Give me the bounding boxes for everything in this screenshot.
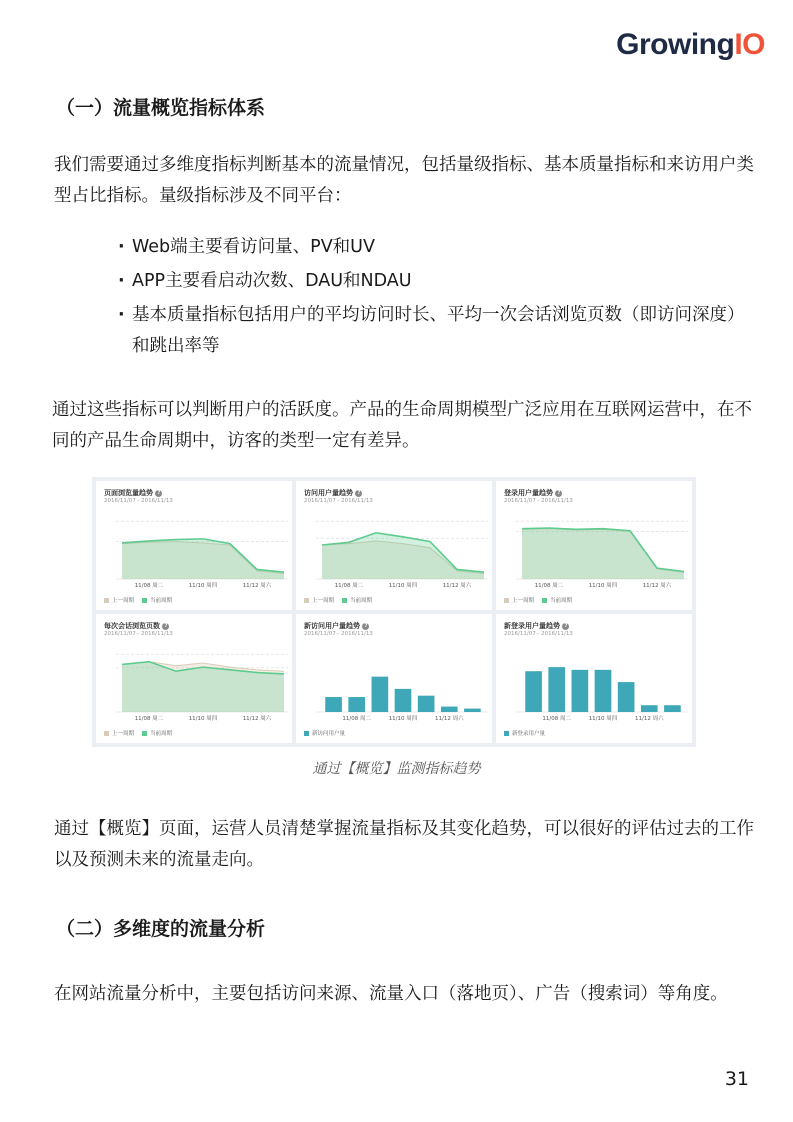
bullet-item: · Web端主要看访问量、PV和UV [118,232,748,263]
x-tick-label: 11/12 周六 [434,716,464,722]
chart-panel [496,614,692,743]
help-icon[interactable]: ? [162,623,169,630]
help-icon[interactable]: ? [555,490,562,497]
legend-item[interactable] [542,596,572,604]
legend-item[interactable] [142,596,172,604]
page-number: 31 [724,1068,749,1090]
x-tick-label: 11/10 周四 [388,583,418,589]
legend-item[interactable] [504,596,534,604]
legend-label: 当前周期 [150,731,173,737]
chart-date-range: 2016/11/07 - 2016/11/13 [104,631,173,637]
legend-swatch [304,731,309,736]
legend-swatch [542,598,547,603]
bar [572,670,589,712]
bar [525,671,542,712]
intro-paragraph: 我们需要通过多维度指标判断基本的流量情况，包括量级指标、基本质量指标和来访用户类型占比指标。量级指标涉及不同平台： [54,155,754,206]
x-tick-label: 11/10 周四 [388,716,418,722]
legend-label: 当前周期 [350,598,373,604]
chart-date-range: 2016/11/07 - 2016/11/13 [304,498,373,504]
chart-legend [304,729,345,737]
bar [395,689,412,712]
chart-canvas [96,481,290,608]
x-tick-label: 11/12 周六 [242,716,272,722]
x-tick-label: 11/10 周四 [188,583,218,589]
legend-label: 当前周期 [550,598,573,604]
chart-panel [296,481,492,610]
logo-text-accent: IO [734,28,765,61]
chart-date-range: 2016/11/07 - 2016/11/13 [504,631,573,637]
chart-panel [96,481,292,610]
help-icon[interactable]: ? [562,623,569,630]
lifecycle-paragraph: 通过这些指标可以判断用户的活跃度。产品的生命周期模型广泛应用在互联网运营中，在不同的产品生命周期中，访客的类型一定有差异。 [52,400,752,451]
x-tick-label: 11/10 周四 [588,716,618,722]
x-tick-label: 11/12 周六 [642,583,672,589]
legend-label: 上一周期 [112,598,135,604]
legend-item[interactable] [504,729,545,737]
legend-swatch [104,598,109,603]
legend-swatch [304,598,309,603]
legend-swatch [142,731,147,736]
bullet-item: · 基本质量指标包括用户的平均访问时长、平均一次会话浏览页数（即访问深度）和跳出率等 [118,300,748,362]
bar [618,682,635,712]
bar [595,670,612,712]
series-area [522,528,684,579]
chart-title: 新访问用户量趋势 ? [304,621,369,631]
chart-legend [304,596,372,604]
x-tick-label: 11/10 周四 [588,583,618,589]
legend-label: 新访问用户量 [312,731,346,737]
x-tick-label: 11/12 周六 [442,583,472,589]
chart-canvas [496,614,690,741]
chart-title: 页面浏览量趋势 ? [104,488,162,498]
chart-canvas [496,481,690,608]
chart-legend [104,729,172,737]
help-icon[interactable]: ? [362,623,369,630]
legend-swatch [504,598,509,603]
chart-legend [504,596,572,604]
growingio-logo [616,30,765,60]
series-area [122,539,284,579]
bar [418,696,435,712]
chart-title: 登录用户量趋势 ? [504,488,562,498]
x-tick-label: 11/08 周二 [542,716,572,722]
x-tick-label: 11/08 周二 [534,583,564,589]
chart-legend [504,729,545,737]
chart-legend [104,596,172,604]
legend-item[interactable] [304,729,345,737]
traffic-analysis-paragraph: 在网站流量分析中，主要包括访问来源、流量入口（落地页）、广告（搜索词）等角度。 [54,984,728,1004]
chart-panel [296,614,492,743]
legend-swatch [104,731,109,736]
logo-text: Growing [616,28,735,61]
legend-item[interactable] [304,596,334,604]
legend-item[interactable] [342,596,372,604]
overview-paragraph: 通过【概览】页面，运营人员清楚掌握流量指标及其变化趋势，可以很好的评估过去的工作以及预测未来的流量走向。 [54,819,754,870]
bar [641,705,658,712]
legend-item[interactable] [104,729,134,737]
legend-item[interactable] [142,729,172,737]
help-icon[interactable]: ? [155,490,162,497]
chart-title: 新登录用户量趋势 ? [504,621,569,631]
chart-canvas [296,614,490,741]
chart-canvas [96,614,290,741]
x-tick-label: 11/08 周二 [134,583,164,589]
figure-caption: 通过【概览】监测指标趋势 [312,761,481,777]
overview-dashboard-figure [92,477,696,747]
legend-label: 上一周期 [512,598,535,604]
legend-label: 当前周期 [150,598,173,604]
chart-panel [96,614,292,743]
x-tick-label: 11/12 周六 [242,583,272,589]
chart-date-range: 2016/11/07 - 2016/11/13 [104,498,173,504]
x-tick-label: 11/08 周二 [134,716,164,722]
bar [372,677,389,712]
chart-title: 访问用户量趋势 ? [304,488,362,498]
chart-title: 每次会话浏览页数 ? [104,621,169,631]
chart-canvas [296,481,490,608]
x-tick-label: 11/12 周六 [634,716,664,722]
bullet-item: · APP主要看启动次数、DAU和NDAU [118,266,748,297]
bar [441,707,458,712]
x-tick-label: 11/10 周四 [188,716,218,722]
chart-panel [496,481,692,610]
chart-date-range: 2016/11/07 - 2016/11/13 [504,498,573,504]
help-icon[interactable]: ? [355,490,362,497]
legend-swatch [504,731,509,736]
legend-label: 上一周期 [112,731,135,737]
bar [548,667,565,712]
chart-date-range: 2016/11/07 - 2016/11/13 [304,631,373,637]
bar [664,705,681,712]
bar [325,697,342,712]
legend-swatch [142,598,147,603]
section-heading-2: （二）多维度的流量分析 [56,918,266,940]
x-tick-label: 11/08 周二 [342,716,372,722]
legend-label: 新登录用户量 [512,731,546,737]
bar [348,697,365,712]
section-heading-1: （一）流量概览指标体系 [56,97,266,119]
legend-item[interactable] [104,596,134,604]
legend-swatch [342,598,347,603]
x-tick-label: 11/08 周二 [334,583,364,589]
series-area [322,533,484,579]
series-area [122,662,284,712]
legend-label: 上一周期 [312,598,335,604]
metric-bullet-list [118,232,748,365]
bar [464,709,481,712]
